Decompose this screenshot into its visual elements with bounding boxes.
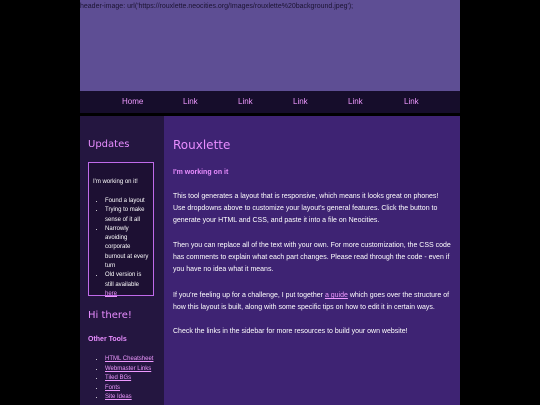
tool-link-site-ideas[interactable]: Site Ideas <box>105 394 132 400</box>
updates-box <box>88 162 154 296</box>
tools-list <box>80 355 164 403</box>
nav-link-5[interactable]: Link <box>404 97 419 106</box>
guide-text-before: If you're feeling up for a challenge, I put together <box>173 292 325 299</box>
sidebar-updates-title: Updates <box>88 139 130 150</box>
guide-text-after: which goes over the structure of how this layout is built, along with some specific tips on how to edit it in certain ways. <box>173 292 450 311</box>
updates-item-old-version <box>105 271 151 299</box>
tool-link-tiled-bgs[interactable]: Tiled BGs <box>105 375 132 381</box>
nav-link-home[interactable]: Home <box>122 97 144 106</box>
old-version-text: Old version is still available <box>105 272 142 288</box>
tool-link-html-cheatsheet[interactable]: HTML Cheatsheet <box>105 356 154 362</box>
nav-link-4[interactable]: Link <box>348 97 363 106</box>
guide-link[interactable]: a guide <box>324 292 348 299</box>
nav-link-3[interactable]: Link <box>293 97 308 106</box>
updates-item: • Found a layout <box>105 197 151 206</box>
tool-link-webmaster-links[interactable]: Webmaster Links <box>105 365 152 372</box>
nav-link-2[interactable]: Link <box>238 97 253 106</box>
customization-paragraph: Then you can replace all of the text with your own. For more customization, the CSS code has comments to explain what each part changes. Please read through the code - even if you have no idea what it means. <box>173 242 451 273</box>
tools-item <box>105 365 164 375</box>
page-subtitle: I'm working on it <box>173 169 229 176</box>
updates-intro: I'm working on it! <box>93 179 138 185</box>
sidebar-other-tools-title: Other Tools <box>88 336 127 343</box>
header-banner <box>80 0 460 91</box>
tools-item <box>105 384 164 394</box>
updates-item: • Trying to make sense of it all <box>105 206 151 225</box>
updates-list <box>89 197 151 299</box>
sidebar-hi-title: Hi there! <box>88 310 132 321</box>
nav-bar <box>80 91 460 113</box>
old-version-link[interactable]: here <box>105 290 118 297</box>
header-code-text: header-image: url('https://rouxlette.neocities.org/Images/rouxlette%20background.jpeg'); <box>80 3 354 10</box>
tools-item <box>105 355 164 365</box>
tools-item <box>105 374 164 384</box>
nav-link-1[interactable]: Link <box>183 97 198 106</box>
intro-paragraph: This tool generates a layout that is responsive, which means it looks great on phones! Use dropdowns above to customize your layout's general features. Click the button to generate your HTML and CSS, and paste it into a file on Neocities. <box>173 193 439 224</box>
tools-item <box>105 393 164 403</box>
guide-paragraph <box>173 290 451 314</box>
tool-link-fonts[interactable]: Fonts <box>105 384 121 391</box>
resources-paragraph: Check the links in the sidebar for more resources to build your own website! <box>173 328 408 335</box>
updates-item: • Narrowly avoiding corporate burnout at every turn <box>105 225 151 271</box>
page-title: Rouxlette <box>173 138 231 152</box>
